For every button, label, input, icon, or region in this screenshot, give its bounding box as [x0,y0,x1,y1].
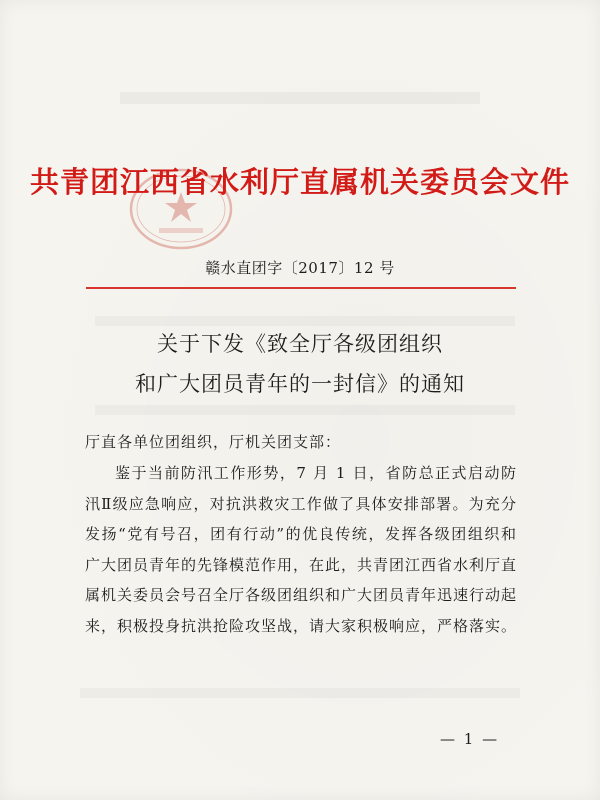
body-paragraph: 鉴于当前防汛工作形势，7 月 1 日，省防总正式启动防汛Ⅱ级应急响应，对抗洪救灾工作做了具体安排部署。为充分发扬“党有号召，团有行动”的优良传统，发挥各级团组织和广大团员青年的先锋模范作用，在此，共青团江西省水利厅直属机关委员会号召全厅各级团组织和广大团员青年迅速行动起来，积极投身抗洪抢险攻坚战，请大家积极响应，严格落实。 [85,464,518,635]
show-through-mark [120,92,480,104]
issuer-header-title: 共青团江西省水利厅直属机关委员会文件 [29,165,570,199]
document-number: 赣水直团字〔2017〕12 号 [205,259,395,277]
show-through-mark [95,405,515,415]
red-separator-line [86,287,516,289]
notice-title-line-2: 和广大团员青年的一封信》的通知 [135,372,465,396]
show-through-mark [80,688,520,698]
show-through-mark [95,316,515,326]
page-number: — 1 — [440,730,500,748]
salutation: 厅直各单位团组织，厅机关团支部： [85,433,342,451]
notice-title-line-1: 关于下发《致全厅各级团组织 [157,332,443,356]
